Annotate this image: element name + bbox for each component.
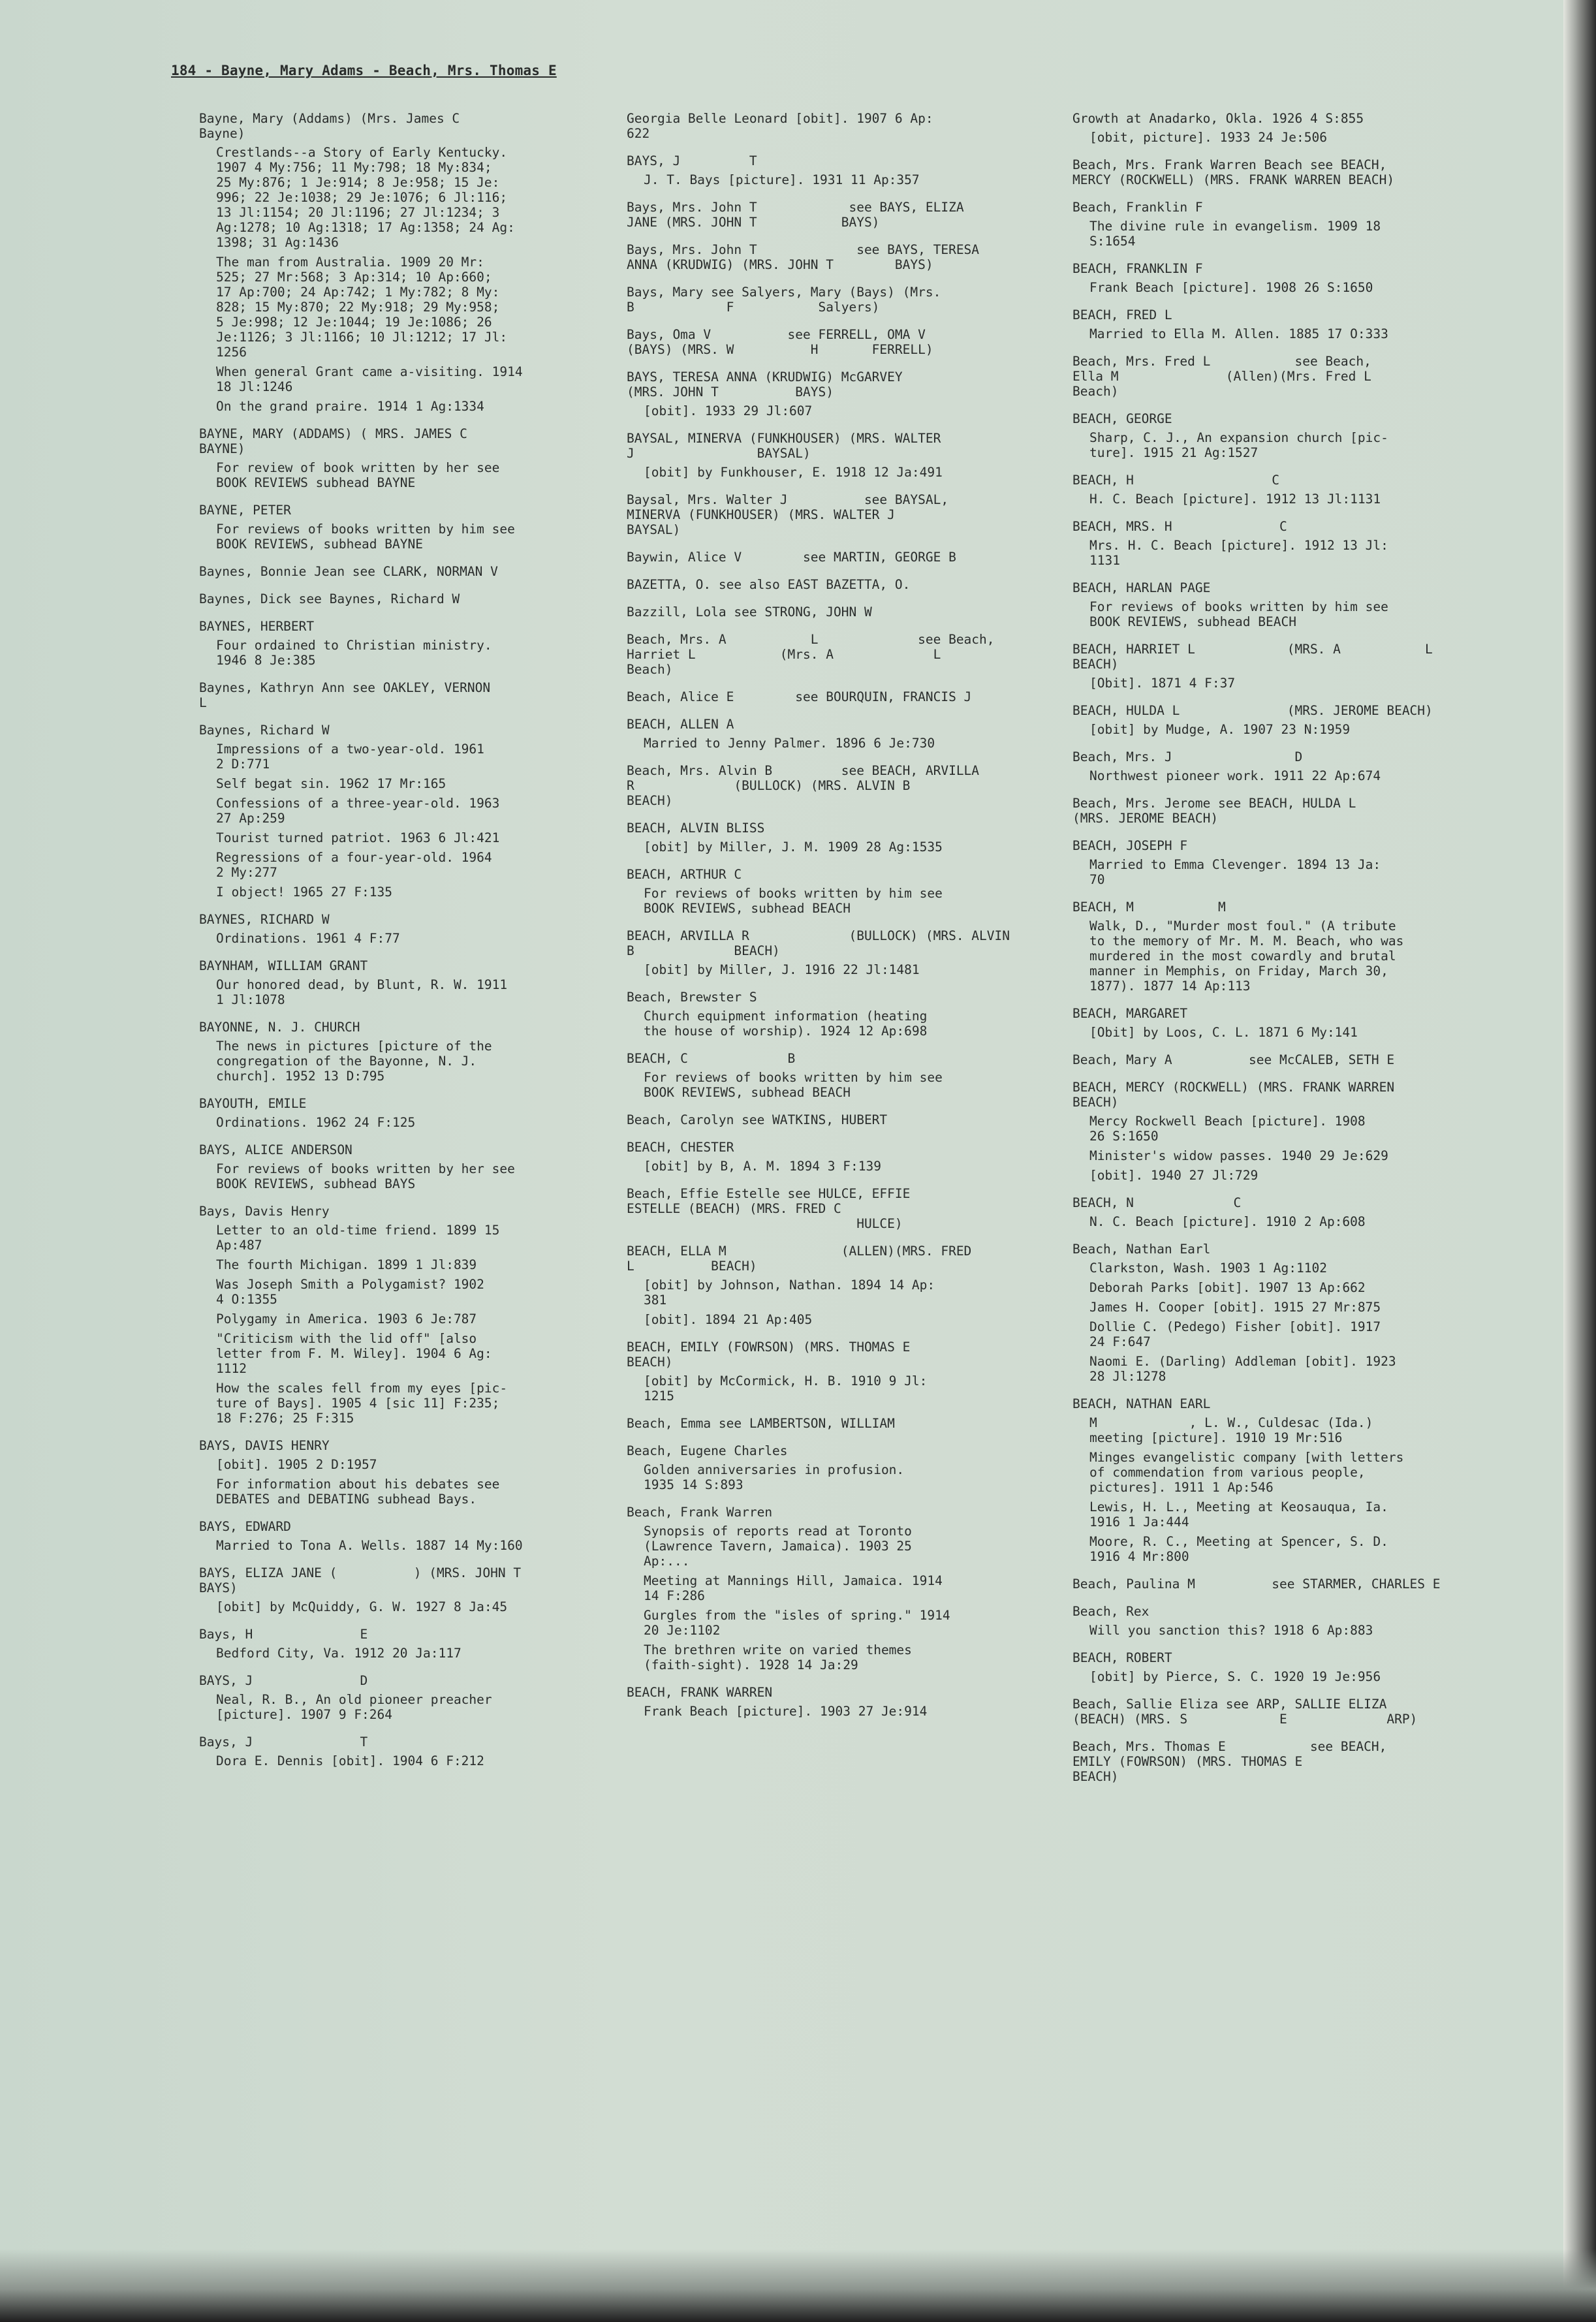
entry-citations: [216, 145, 597, 414]
entry-citations: [1089, 130, 1471, 145]
entry-heading: Beach, Mrs. J D: [1072, 749, 1303, 764]
index-entry: [627, 1340, 1025, 1404]
entry-citations: [216, 1161, 597, 1191]
index-entry: [199, 1438, 597, 1507]
entry-heading: BAYS, DAVIS HENRY: [199, 1438, 330, 1453]
index-entry: [627, 242, 1025, 272]
entry-citations: [644, 465, 1025, 480]
book-binding-edge: [1563, 0, 1596, 2322]
entry-heading: Bays, Davis Henry: [199, 1204, 330, 1219]
index-entry: [199, 723, 597, 900]
index-entry: [199, 1734, 597, 1768]
entry-citation: Dollie C. (Pedego) Fisher [obit]. 1917 24 F:647: [1089, 1319, 1381, 1349]
index-entry: [627, 577, 1025, 592]
entry-heading: Beach, Alice E see BOURQUIN, FRANCIS J: [627, 689, 972, 704]
index-entry: [627, 717, 1025, 751]
entry-heading: BEACH, N C: [1072, 1195, 1242, 1210]
index-entry: [199, 591, 597, 606]
entry-citation: [obit] by Miller, J. 1916 22 Jl:1481: [644, 962, 920, 977]
entry-citation: Deborah Parks [obit]. 1907 13 Ap:662: [1089, 1280, 1366, 1295]
entry-citation: The fourth Michigan. 1899 1 Jl:839: [216, 1257, 477, 1272]
entry-citation: Frank Beach [picture]. 1908 26 S:1650: [1089, 280, 1373, 295]
entry-citation: [obit] by B, A. M. 1894 3 F:139: [644, 1159, 881, 1174]
entry-citation: Four ordained to Christian ministry. 1946 8 Je:385: [216, 638, 492, 668]
entry-citation: [obit] by McCormick, H. B. 1910 9 Jl: 1215: [644, 1373, 928, 1404]
entry-citation: Church equipment information (heating the house of worship). 1924 12 Ap:698: [644, 1009, 928, 1039]
index-entry: [1072, 1604, 1471, 1638]
entry-citations: [216, 638, 597, 668]
entry-citations: [644, 886, 1025, 916]
entry-heading: BEACH, H C: [1072, 473, 1279, 488]
entry-heading: Baynes, Richard W: [199, 723, 330, 738]
entry-heading: Beach, Mrs. Fred L see Beach, Ella M (Allen)(Mrs. Fred L Beach): [1072, 354, 1371, 399]
entry-citation: Tourist turned patriot. 1963 6 Jl:421: [216, 830, 500, 845]
index-entry: [1072, 261, 1471, 295]
entry-citation: [obit] by Miller, J. M. 1909 28 Ag:1535: [644, 839, 943, 855]
entry-citation: The news in pictures [picture of the congregation of the Bayonne, N. J. church]. 1952 13 D:795: [216, 1039, 492, 1084]
index-entry: [199, 619, 597, 668]
entry-citation: [obit]. 1905 2 D:1957: [216, 1457, 377, 1472]
entry-citations: [644, 1524, 1025, 1672]
entry-citations: [644, 403, 1025, 418]
entry-citation: Bedford City, Va. 1912 20 Ja:117: [216, 1646, 462, 1661]
index-entry: [1072, 580, 1471, 629]
entry-citations: [1089, 1669, 1471, 1684]
entry-heading: Baynes, Dick see Baynes, Richard W: [199, 591, 460, 606]
index-entry: [1072, 1080, 1471, 1183]
entry-citations: [216, 977, 597, 1007]
entry-citation: [obit, picture]. 1933 24 Je:506: [1089, 130, 1327, 145]
index-entry: [627, 928, 1025, 977]
entry-citation: The man from Australia. 1909 20 Mr: 525; 27 Mr:568; 3 Ap:314; 10 Ap:660; 17 Ap:700; 24 Ap:742; 1 My:782; 8 My: 828; 15 My:870; 22 My:918; 29 My:958; 5 Je:998; 12 Je:1044; 19 Je:1086; 26 Je:1126; 3 Jl:1166; 10 Jl:1212; 17 Jl: 1256: [216, 255, 508, 360]
entry-citations: [644, 1278, 1025, 1327]
index-column-2: [627, 111, 1025, 1731]
entry-heading: BEACH, GEORGE: [1072, 411, 1172, 426]
entry-citation: Frank Beach [picture]. 1903 27 Je:914: [644, 1704, 928, 1719]
entry-heading: Beach, Rex: [1072, 1604, 1150, 1619]
entry-heading: Beach, Mrs. A L see Beach, Harriet L (Mrs. A L Beach): [627, 632, 995, 677]
entry-citation: Will you sanction this? 1918 6 Ap:883: [1089, 1623, 1373, 1638]
index-column-1: [199, 111, 597, 1781]
entry-heading: Beach, Mrs. Alvin B see BEACH, ARVILLA R (BULLOCK) (MRS. ALVIN B BEACH): [627, 763, 980, 808]
entry-heading: Bays, Mrs. John T see BAYS, ELIZA JANE (MRS. JOHN T BAYS): [627, 200, 964, 230]
index-entry: [1072, 1195, 1471, 1229]
index-entry: [627, 492, 1025, 537]
entry-citations: [1089, 326, 1471, 341]
index-entry: [627, 327, 1025, 357]
entry-heading: BAZETTA, O. see also EAST BAZETTA, O.: [627, 577, 911, 592]
index-entry: [627, 1112, 1025, 1127]
entry-citation: [obit] by Mudge, A. 1907 23 N:1959: [1089, 722, 1351, 737]
entry-heading: Beach, Mary A see McCALEB, SETH E: [1072, 1052, 1395, 1067]
index-entry: [199, 1519, 597, 1553]
entry-citation: Neal, R. B., An old pioneer preacher [picture]. 1907 9 F:264: [216, 1692, 492, 1722]
page-header: 184 - Bayne, Mary Adams - Beach, Mrs. Thomas E: [171, 63, 557, 78]
entry-citations: [1089, 676, 1471, 691]
entry-citation: Sharp, C. J., An expansion church [pic- ture]. 1915 21 Ag:1527: [1089, 430, 1388, 460]
entry-citation: For reviews of books written by him see BOOK REVIEWS, subhead BEACH: [1089, 599, 1388, 629]
entry-citation: Ordinations. 1962 24 F:125: [216, 1115, 416, 1130]
entry-citation: Dora E. Dennis [obit]. 1904 6 F:212: [216, 1753, 484, 1768]
entry-citation: Letter to an old-time friend. 1899 15 Ap:487: [216, 1223, 500, 1253]
entry-citation: [Obit]. 1871 4 F:37: [1089, 676, 1236, 691]
index-entry: [1072, 642, 1471, 691]
entry-heading: BEACH, HULDA L (MRS. JEROME BEACH): [1072, 703, 1433, 718]
index-entry: [627, 1244, 1025, 1327]
page-bottom-shadow: [0, 2249, 1596, 2322]
entry-citation: Synopsis of reports read at Toronto (Lawrence Tavern, Jamaica). 1903 25 Ap:...: [644, 1524, 912, 1569]
entry-citation: How the scales fell from my eyes [pic- ture of Bays]. 1905 4 [sic 11] F:235; 18 F:276; 25 F:315: [216, 1381, 508, 1426]
entry-heading: Beach, Carolyn see WATKINS, HUBERT: [627, 1112, 888, 1127]
entry-citations: [1089, 857, 1471, 887]
entry-heading: BEACH, M M: [1072, 900, 1226, 915]
entry-citation: The brethren write on varied themes (faith-sight). 1928 14 Ja:29: [644, 1642, 912, 1672]
entry-heading: Bays, Oma V see FERRELL, OMA V (BAYS) (MRS. W H FERRELL): [627, 327, 933, 357]
entry-citation: Ordinations. 1961 4 F:77: [216, 931, 400, 946]
entry-citation: Regressions of a four-year-old. 1964 2 My:277: [216, 850, 492, 880]
entry-citations: [1089, 1623, 1471, 1638]
entry-citations: [644, 1009, 1025, 1039]
entry-heading: Baynes, Bonnie Jean see CLARK, NORMAN V: [199, 564, 498, 579]
entry-heading: BEACH, HARRIET L (MRS. A L BEACH): [1072, 642, 1433, 672]
entry-citation: Northwest pioneer work. 1911 22 Ap:674: [1089, 768, 1381, 783]
entry-citation: Golden anniversaries in profusion. 1935 14 S:893: [644, 1462, 905, 1492]
index-entry: [1072, 703, 1471, 737]
entry-citations: [644, 1373, 1025, 1404]
entry-citations: [1089, 538, 1471, 568]
index-entry: [199, 1204, 597, 1426]
entry-heading: BAYS, EDWARD: [199, 1519, 291, 1534]
entry-citation: Confessions of a three-year-old. 1963 27 Ap:259: [216, 796, 500, 826]
entry-heading: Beach, Mrs. Jerome see BEACH, HULDA L (MRS. JEROME BEACH): [1072, 796, 1356, 826]
index-entry: [627, 763, 1025, 808]
entry-citation: Self begat sin. 1962 17 Mr:165: [216, 776, 446, 791]
entry-citation: Moore, R. C., Meeting at Spencer, S. D. 1916 4 Mr:800: [1089, 1534, 1388, 1564]
index-entry: [1072, 1577, 1471, 1592]
entry-citations: [216, 1646, 597, 1661]
entry-citation: M , L. W., Culdesac (Ida.) meeting [picture]. 1910 19 Mr:516: [1089, 1415, 1373, 1445]
entry-heading: BAYNE, PETER: [199, 503, 291, 518]
entry-citations: [1089, 1025, 1471, 1040]
index-entry: [199, 912, 597, 946]
entry-citations: [1089, 1214, 1471, 1229]
index-entry: [1072, 1697, 1471, 1727]
entry-heading: Beach, Eugene Charles: [627, 1443, 788, 1458]
index-entry: [627, 1416, 1025, 1431]
entry-heading: BAYNE, MARY (ADDAMS) ( MRS. JAMES C BAYNE): [199, 426, 467, 456]
index-entry: [627, 867, 1025, 916]
entry-citation: [obit] by Pierce, S. C. 1920 19 Je:956: [1089, 1669, 1381, 1684]
entry-citations: [1089, 599, 1471, 629]
entry-citation: Impressions of a two-year-old. 1961 2 D:771: [216, 742, 484, 772]
entry-heading: BAYS, J T: [627, 153, 757, 168]
entry-heading: Beach, Mrs. Frank Warren Beach see BEACH, MERCY (ROCKWELL) (MRS. FRANK WARREN BEACH): [1072, 157, 1395, 187]
entry-citation: [obit] by Johnson, Nathan. 1894 14 Ap: 381: [644, 1278, 935, 1308]
entry-citations: [1089, 1114, 1471, 1183]
index-entry: [1072, 1396, 1471, 1564]
entry-heading: BAYNES, HERBERT: [199, 619, 315, 634]
entry-citations: [644, 1070, 1025, 1100]
entry-citations: [216, 1039, 597, 1084]
entry-heading: Growth at Anadarko, Okla. 1926 4 S:855: [1072, 111, 1364, 126]
entry-citations: [216, 1753, 597, 1768]
index-entry: [199, 1096, 597, 1130]
index-entry: [627, 285, 1025, 315]
entry-heading: Beach, Effie Estelle see HULCE, EFFIE ESTELLE (BEACH) (MRS. FRED C HULCE): [627, 1186, 911, 1231]
index-entry: [1072, 1006, 1471, 1040]
entry-citation: For reviews of books written by her see BOOK REVIEWS, subhead BAYS: [216, 1161, 515, 1191]
index-entry: [199, 1565, 597, 1614]
entry-heading: Baywin, Alice V see MARTIN, GEORGE B: [627, 550, 956, 565]
entry-citation: [obit]. 1933 29 Jl:607: [644, 403, 813, 418]
entry-heading: BEACH, MARGARET: [1072, 1006, 1188, 1021]
entry-citations: [1089, 768, 1471, 783]
entry-citation: Minges evangelistic company [with letters of commendation from various people, pictures]. 1911 1 Ap:546: [1089, 1450, 1404, 1495]
index-entry: [199, 426, 597, 490]
entry-heading: BEACH, JOSEPH F: [1072, 838, 1188, 853]
index-entry: [627, 632, 1025, 677]
entry-citation: Minister's widow passes. 1940 29 Je:629: [1089, 1148, 1388, 1163]
entry-citations: [644, 1704, 1025, 1719]
entry-heading: BEACH, ARTHUR C: [627, 867, 742, 882]
entry-heading: Bays, Mrs. John T see BAYS, TERESA ANNA (KRUDWIG) (MRS. JOHN T BAYS): [627, 242, 980, 272]
entry-citations: [216, 1692, 597, 1722]
index-entry: [199, 680, 597, 710]
entry-citations: [644, 172, 1025, 187]
index-entry: [627, 1685, 1025, 1719]
entry-citation: Married to Ella M. Allen. 1885 17 O:333: [1089, 326, 1388, 341]
index-entry: [627, 821, 1025, 855]
entry-citations: [644, 839, 1025, 855]
entry-heading: BAYSAL, MINERVA (FUNKHOUSER) (MRS. WALTER J BAYSAL): [627, 431, 941, 461]
entry-citation: Crestlands--a Story of Early Kentucky. 1907 4 My:756; 11 My:798; 18 My:834; 25 My:876; 1 Je:914; 8 Je:958; 15 Je: 996; 22 Je:1038; 29 Je:1076; 6 Jl:116; 13 Jl:1154; 20 Jl:1196; 27 Jl:1234; 3 Ag:1278; 10 Ag:1318; 17 Ag:1358; 24 Ag: 1398; 31 Ag:1436: [216, 145, 515, 250]
entry-heading: Bays, J T: [199, 1734, 368, 1749]
entry-heading: Baynes, Kathryn Ann see OAKLEY, VERNON L: [199, 680, 491, 710]
entry-heading: BEACH, MRS. H C: [1072, 519, 1287, 534]
entry-citations: [216, 1223, 597, 1426]
entry-citations: [644, 1462, 1025, 1492]
entry-heading: BEACH, CHESTER: [627, 1140, 734, 1155]
entry-citations: [644, 1159, 1025, 1174]
entry-heading: Beach, Mrs. Thomas E see BEACH, EMILY (FOWRSON) (MRS. THOMAS E BEACH): [1072, 1739, 1387, 1784]
entry-heading: BAYS, ELIZA JANE ( ) (MRS. JOHN T BAYS): [199, 1565, 522, 1595]
entry-heading: Bazzill, Lola see STRONG, JOHN W: [627, 604, 872, 620]
entry-heading: BEACH, ALVIN BLISS: [627, 821, 765, 836]
index-entry: [1072, 111, 1471, 145]
entry-citation: Our honored dead, by Blunt, R. W. 1911 1 Jl:1078: [216, 977, 508, 1007]
entry-citation: For reviews of books written by him see BOOK REVIEWS, subhead BEACH: [644, 886, 943, 916]
entry-citation: The divine rule in evangelism. 1909 18 S:1654: [1089, 219, 1381, 249]
index-entry: [627, 111, 1025, 141]
index-entry: [199, 958, 597, 1007]
entry-heading: BEACH, ELLA M (ALLEN)(MRS. FRED L BEACH): [627, 1244, 972, 1274]
entry-heading: Georgia Belle Leonard [obit]. 1907 6 Ap: 622: [627, 111, 933, 141]
entry-citations: [1089, 1261, 1471, 1384]
entry-citation: When general Grant came a-visiting. 1914 18 Jl:1246: [216, 364, 523, 394]
entry-citation: Mercy Rockwell Beach [picture]. 1908 26 S:1650: [1089, 1114, 1366, 1144]
entry-heading: BAYS, TERESA ANNA (KRUDWIG) McGARVEY (MRS. JOHN T BAYS): [627, 369, 903, 400]
entry-citations: [1089, 430, 1471, 460]
index-entry: [627, 550, 1025, 565]
entry-citation: Was Joseph Smith a Polygamist? 1902 4 O:1355: [216, 1277, 484, 1307]
entry-citation: Meeting at Mannings Hill, Jamaica. 1914 14 F:286: [644, 1573, 943, 1603]
entry-citation: [obit] by McQuiddy, G. W. 1927 8 Ja:45: [216, 1599, 508, 1614]
index-entry: [1072, 838, 1471, 887]
index-entry: [199, 111, 597, 414]
index-entry: [1072, 1242, 1471, 1384]
entry-citation: Mrs. H. C. Beach [picture]. 1912 13 Jl: 1131: [1089, 538, 1388, 568]
entry-heading: Beach, Frank Warren: [627, 1505, 773, 1520]
index-entry: [1072, 354, 1471, 399]
entry-citation: James H. Cooper [obit]. 1915 27 Mr:875: [1089, 1300, 1381, 1315]
index-entry: [1072, 519, 1471, 568]
index-entry: [627, 604, 1025, 620]
entry-citation: N. C. Beach [picture]. 1910 2 Ap:608: [1089, 1214, 1366, 1229]
index-column-3: [1072, 111, 1471, 1796]
entry-citation: Lewis, H. L., Meeting at Keosauqua, Ia. 1916 1 Ja:444: [1089, 1499, 1388, 1530]
index-entry: [627, 1186, 1025, 1231]
index-entry: [627, 1051, 1025, 1100]
entry-citations: [1089, 722, 1471, 737]
entry-heading: BEACH, HARLAN PAGE: [1072, 580, 1211, 595]
entry-citation: "Criticism with the lid off" [also letter from F. M. Wiley]. 1904 6 Ag: 1112: [216, 1331, 492, 1376]
entry-heading: BEACH, ALLEN A: [627, 717, 734, 732]
entry-citation: [Obit] by Loos, C. L. 1871 6 My:141: [1089, 1025, 1358, 1040]
entry-citation: [obit]. 1940 27 Jl:729: [1089, 1168, 1259, 1183]
entry-citation: Clarkston, Wash. 1903 1 Ag:1102: [1089, 1261, 1327, 1276]
index-entry: [199, 503, 597, 552]
entry-citation: Married to Tona A. Wells. 1887 14 My:160: [216, 1538, 523, 1553]
entry-heading: BAYOUTH, EMILE: [199, 1096, 307, 1111]
index-entry: [627, 431, 1025, 480]
index-entry: [627, 1443, 1025, 1492]
entry-heading: BEACH, C B: [627, 1051, 796, 1066]
entry-heading: Bays, H E: [199, 1627, 368, 1642]
entry-heading: Beach, Franklin F: [1072, 200, 1203, 215]
index-entry: [1072, 157, 1471, 187]
entry-citations: [1089, 918, 1471, 994]
index-entry: [1072, 473, 1471, 507]
entry-heading: BEACH, NATHAN EARL: [1072, 1396, 1211, 1411]
entry-heading: BEACH, ARVILLA R (BULLOCK) (MRS. ALVIN B BEACH): [627, 928, 1010, 958]
entry-citations: [216, 1115, 597, 1130]
entry-citation: Gurgles from the "isles of spring." 1914 20 Je:1102: [644, 1608, 950, 1638]
entry-citations: [216, 522, 597, 552]
index-entry: [1072, 200, 1471, 249]
index-entry: [627, 1505, 1025, 1672]
entry-citations: [644, 962, 1025, 977]
index-entry: [1072, 796, 1471, 826]
entry-citation: Married to Jenny Palmer. 1896 6 Je:730: [644, 736, 935, 751]
entry-citations: [216, 1599, 597, 1614]
entry-citation: Naomi E. (Darling) Addleman [obit]. 1923 28 Jl:1278: [1089, 1354, 1396, 1384]
entry-citation: For reviews of books written by him see BOOK REVIEWS, subhead BAYNE: [216, 522, 515, 552]
entry-citations: [1089, 280, 1471, 295]
entry-heading: BAYNHAM, WILLIAM GRANT: [199, 958, 368, 973]
index-entry: [199, 1020, 597, 1084]
index-entry: [1072, 1052, 1471, 1067]
entry-citation: J. T. Bays [picture]. 1931 11 Ap:357: [644, 172, 920, 187]
entry-citations: [1089, 492, 1471, 507]
index-entry: [199, 564, 597, 579]
entry-heading: BAYONNE, N. J. CHURCH: [199, 1020, 360, 1035]
entry-heading: Baysal, Mrs. Walter J see BAYSAL, MINERVA (FUNKHOUSER) (MRS. WALTER J BAYSAL): [627, 492, 949, 537]
entry-citation: I object! 1965 27 F:135: [216, 885, 393, 900]
entry-heading: BEACH, MERCY (ROCKWELL) (MRS. FRANK WARREN BEACH): [1072, 1080, 1395, 1110]
entry-citation: [obit]. 1894 21 Ap:405: [644, 1312, 813, 1327]
entry-heading: BEACH, EMILY (FOWRSON) (MRS. THOMAS E BEACH): [627, 1340, 911, 1370]
entry-heading: BEACH, FRANKLIN F: [1072, 261, 1203, 276]
entry-heading: Beach, Brewster S: [627, 990, 757, 1005]
index-entry: [1072, 411, 1471, 460]
entry-heading: Beach, Paulina M see STARMER, CHARLES E: [1072, 1577, 1441, 1592]
entry-heading: BAYS, ALICE ANDERSON: [199, 1142, 352, 1157]
index-entry: [1072, 1650, 1471, 1684]
entry-citation: For review of book written by her see BOOK REVIEWS subhead BAYNE: [216, 460, 500, 490]
index-entry: [627, 1140, 1025, 1174]
index-entry: [199, 1627, 597, 1661]
entry-citations: [644, 736, 1025, 751]
entry-citations: [216, 931, 597, 946]
entry-heading: Beach, Sallie Eliza see ARP, SALLIE ELIZA (BEACH) (MRS. S E ARP): [1072, 1697, 1418, 1727]
entry-heading: BEACH, FRANK WARREN: [627, 1685, 773, 1700]
index-entry: [1072, 749, 1471, 783]
index-entry: [199, 1142, 597, 1191]
index-entry: [627, 369, 1025, 418]
index-entry: [627, 200, 1025, 230]
entry-heading: Bayne, Mary (Addams) (Mrs. James C Bayne): [199, 111, 460, 141]
entry-heading: BAYNES, RICHARD W: [199, 912, 330, 927]
entry-heading: BEACH, FRED L: [1072, 307, 1172, 322]
entry-heading: Beach, Emma see LAMBERTSON, WILLIAM: [627, 1416, 895, 1431]
entry-heading: Bays, Mary see Salyers, Mary (Bays) (Mrs. B F Salyers): [627, 285, 941, 315]
entry-heading: BEACH, ROBERT: [1072, 1650, 1172, 1665]
index-entry: [1072, 307, 1471, 341]
entry-citation: Walk, D., "Murder most foul." (A tribute to the memory of Mr. M. M. Beach, who was murdered in the most cowardly and brutal manner in Memphis, on Friday, March 30, 1877). 1877 14 Ap:113: [1089, 918, 1404, 994]
entry-citation: For reviews of books written by him see BOOK REVIEWS, subhead BEACH: [644, 1070, 943, 1100]
entry-citation: Married to Emma Clevenger. 1894 13 Ja: 70: [1089, 857, 1381, 887]
index-entry: [1072, 900, 1471, 994]
entry-citation: On the grand praire. 1914 1 Ag:1334: [216, 399, 484, 414]
entry-citations: [216, 1457, 597, 1507]
entry-citations: [216, 742, 597, 900]
entry-citations: [216, 1538, 597, 1553]
entry-citation: [obit] by Funkhouser, E. 1918 12 Ja:491: [644, 465, 943, 480]
index-entry: [1072, 1739, 1471, 1784]
entry-citations: [1089, 219, 1471, 249]
entry-heading: BAYS, J D: [199, 1673, 368, 1688]
entry-citation: For information about his debates see DEBATES and DEBATING subhead Bays.: [216, 1477, 500, 1507]
entry-citations: [216, 460, 597, 490]
index-entry: [627, 689, 1025, 704]
index-entry: [627, 990, 1025, 1039]
index-entry: [627, 153, 1025, 187]
entry-citation: Polygamy in America. 1903 6 Je:787: [216, 1311, 477, 1326]
entry-citations: [1089, 1415, 1471, 1564]
entry-citation: H. C. Beach [picture]. 1912 13 Jl:1131: [1089, 492, 1381, 507]
index-entry: [199, 1673, 597, 1722]
entry-heading: Beach, Nathan Earl: [1072, 1242, 1211, 1257]
